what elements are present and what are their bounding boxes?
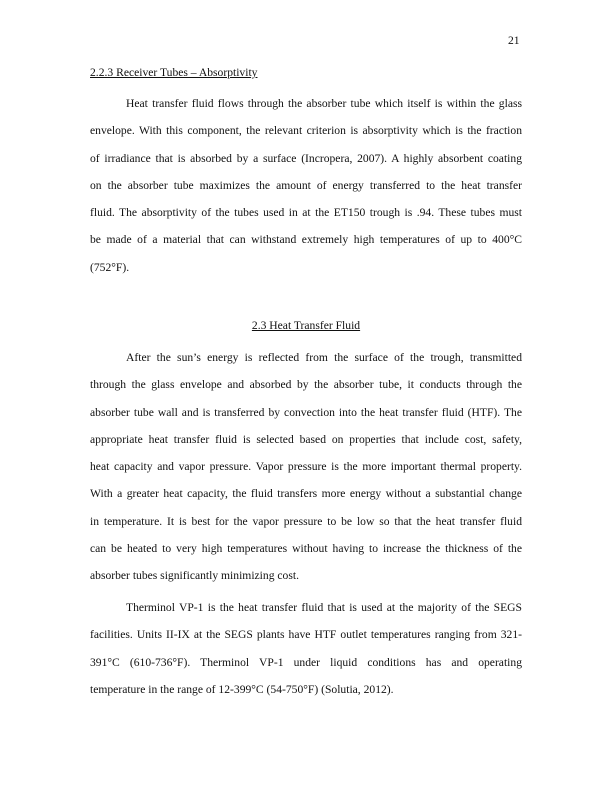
text-line: be made of a material that can withstand extremely high temperatures of up to 400°C (90, 233, 522, 247)
paragraph-absorptivity (90, 97, 522, 288)
text-line: After the sun’s energy is reflected from the surface of the trough, transmitted (126, 351, 522, 364)
text-line: facilities. Units II-IX at the SEGS plants have HTF outlet temperatures ranging from 321- (90, 628, 522, 642)
section-heat-transfer-fluid (90, 319, 522, 333)
text-line: With a greater heat capacity, the fluid transfers more energy without a substantial change (90, 487, 522, 501)
text-line: temperature in the range of 12-399°C (54-750°F) (Solutia, 2012). (90, 682, 394, 696)
text-line: heat capacity and vapor pressure. Vapor pressure is the more important thermal property. (90, 460, 522, 474)
text-line: can be heated to very high temperatures without having to increase the thickness of the (90, 542, 522, 556)
section-heading: 2.2.3 Receiver Tubes – Absorptivity (90, 66, 258, 79)
section-heading: 2.3 Heat Transfer Fluid (251, 319, 361, 332)
text-line: of irradiance that is absorbed by a surface (Incropera, 2007). A highly absorbent coating (90, 151, 522, 165)
text-line: envelope. With this component, the relevant criterion is absorptivity which is the fraction (90, 124, 522, 138)
text-line: absorber tubes significantly minimizing cost. (90, 569, 299, 583)
paragraph-therminol (90, 601, 522, 710)
text-line: appropriate heat transfer fluid is selected based on properties that include cost, safety, (90, 432, 522, 446)
text-line: (752°F). (90, 260, 130, 274)
text-line: on the absorber tube maximizes the amount of energy transferred to the heat transfer (90, 178, 522, 192)
section-receiver-tubes (90, 66, 522, 80)
text-line: 391°C (610-736°F). Therminol VP-1 under liquid conditions has and operating (90, 655, 522, 669)
page-number: 21 (508, 34, 520, 47)
text-line: Heat transfer fluid flows through the absorber tube which itself is within the glass (126, 97, 522, 110)
text-line: fluid. The absorptivity of the tubes used in at the ET150 trough is .94. These tubes must (90, 206, 522, 220)
text-line: in temperature. It is best for the vapor pressure to be low so that the heat transfer fluid (90, 514, 522, 528)
text-line: absorber tube wall and is transferred by convection into the heat transfer fluid (HTF). The (90, 405, 522, 419)
text-line: through the glass envelope and absorbed by the absorber tube, it conducts through the (90, 378, 522, 392)
paragraph-htf-selection (90, 351, 522, 597)
text-line: Therminol VP-1 is the heat transfer fluid that is used at the majority of the SEGS (126, 601, 522, 614)
